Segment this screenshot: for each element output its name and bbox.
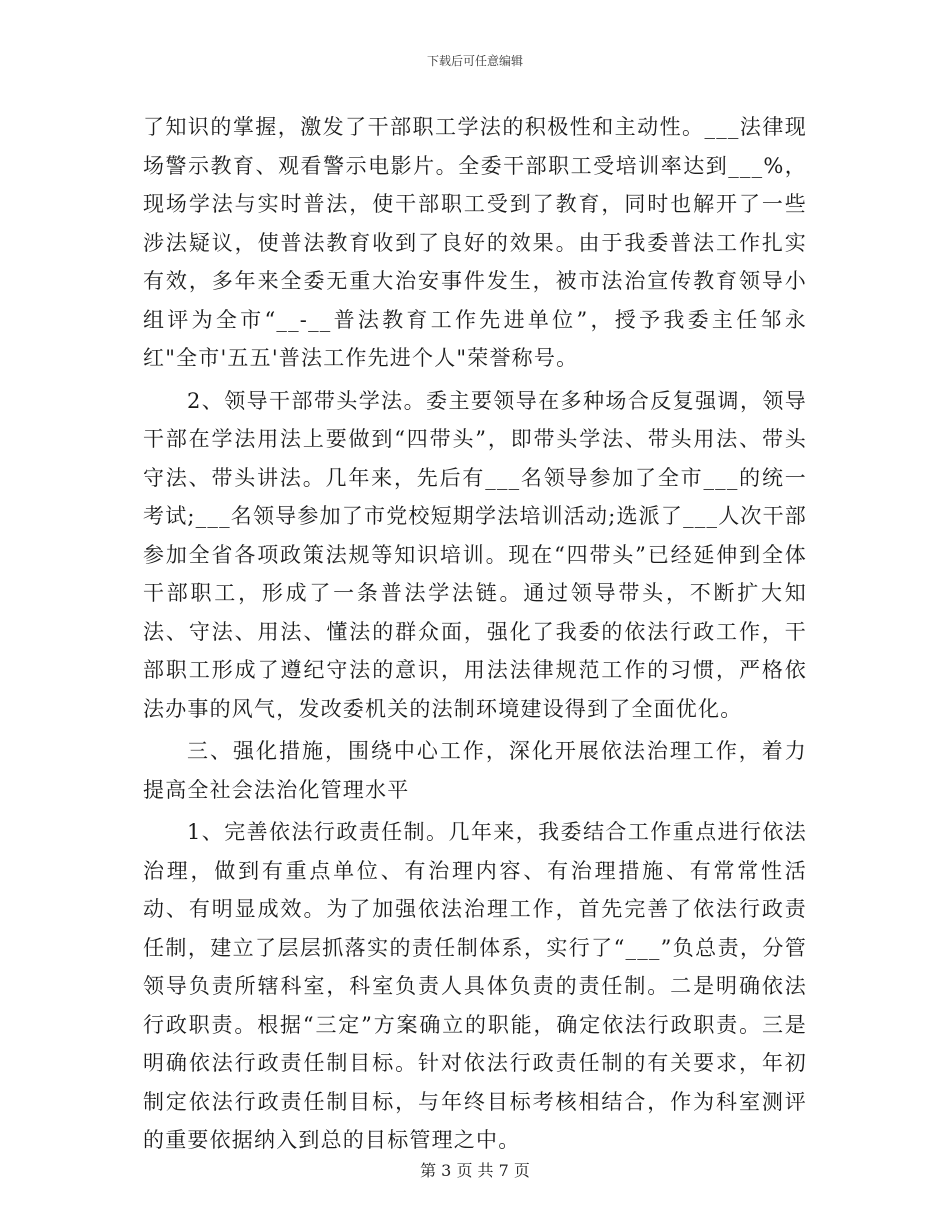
page-number: 第 3 页 共 7 页: [420, 1161, 530, 1180]
section-heading: 三、强化措施，围绕中心工作，深化开展依法治理工作，着力提高全社会法治化管理水平: [143, 739, 807, 802]
document-body: [143, 108, 807, 1164]
page-header: 下载后可任意编辑: [426, 54, 523, 68]
paragraph-2: 2、领导干部带头学法。委主要领导在多种场合反复强调，领导干部在学法用法上要做到“四带头”，即带头学法、带头用法、带头守法、带头讲法。几年来，先后有___名领导参加了全市___的统一考试;___名领导参加了市党校短期学法培训活动;选派了___人次干部参加全省各项政策法规等知识培训。现在“四带头”已经延伸到全体干部职工，形成了一条普法学法链。通过领导带头，不断扩大知法、守法、用法、懂法的群众面，强化了我委的依法行政工作，干部职工形成了遵纪守法的意识，用法法律规范工作的习惯，严格依法办事的风气，发改委机关的法制环境建设得到了全面优化。: [143, 388, 807, 721]
paragraph-1: 了知识的掌握，激发了干部职工学法的积极性和主动性。___法律现场警示教育、观看警示电影片。全委干部职工受培训率达到___%，现场学法与实时普法，使干部职工受到了教育，同时也解开了一些涉法疑议，使普法教育收到了良好的效果。由于我委普法工作扎实有效，多年来全委无重大治安事件发生，被市法治宣传教育领导小组评为全市“__-__普法教育工作先进单位”，授予我委主任邹永红"全市'五五'普法工作先进个人"荣誉称号。: [143, 115, 807, 370]
paragraph-4: 1、完善依法行政责任制。几年来，我委结合工作重点进行依法治理，做到有重点单位、有治理内容、有治理措施、有常常性活动、有明显成效。为了加强依法治理工作，首先完善了依法行政责任制，建立了层层抓落实的责任制体系，实行了“___”负总责，分管领导负责所辖科室，科室负责人具体负责的责任制。二是明确依法行政职责。根据“三定”方案确立的职能，确定依法行政职责。三是明确依法行政责任制目标。针对依法行政责任制的有关要求，年初制定依法行政责任制目标，与年终目标考核相结合，作为科室测评的重要依据纳入到总的目标管理之中。: [143, 820, 807, 1152]
